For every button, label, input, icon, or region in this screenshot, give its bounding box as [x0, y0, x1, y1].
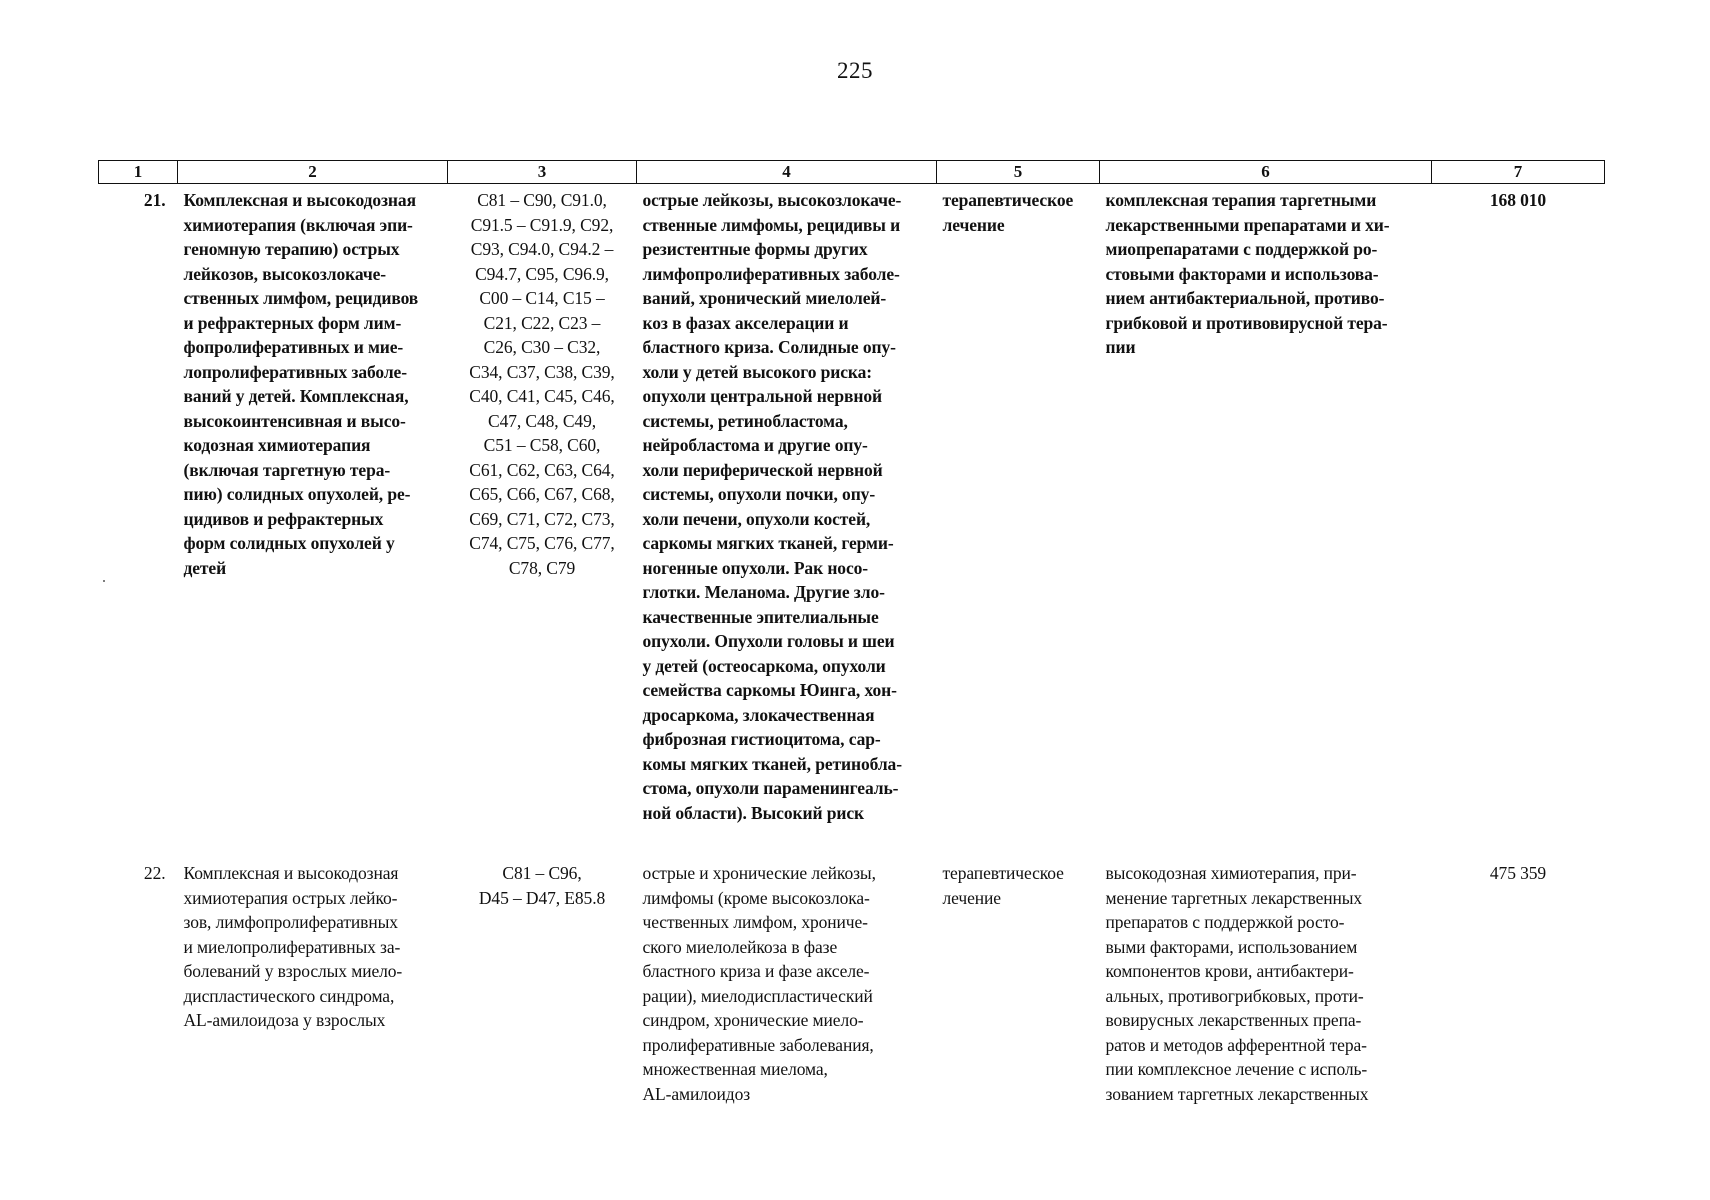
text-line: фиброзная гистиоцитома, сар- — [642, 729, 881, 749]
text-line: глотки. Меланома. Другие зло- — [642, 582, 885, 602]
text-line: компонентов крови, антибактери- — [1105, 961, 1354, 981]
text-line: менение таргетных лекарственных — [1105, 887, 1363, 908]
text-line: лечение — [942, 214, 1005, 235]
row-number: 22. — [143, 863, 166, 883]
text-line: терапевтическое — [942, 190, 1074, 210]
text-line: опухоли центральной нервной — [642, 386, 882, 406]
text-line: выми факторами, использованием — [1105, 936, 1358, 957]
text-line: C78, C79 — [508, 557, 576, 578]
text-line: дросаркома, злокачественная — [642, 704, 875, 725]
text-line: C81 – C90, C91.0, — [477, 190, 607, 210]
text-line: высокоинтенсивная и высо- — [183, 410, 406, 431]
text-line: ственных лимфом, рецидивов — [183, 288, 419, 308]
text-line: у детей (остеосаркома, опухоли — [642, 655, 886, 676]
text-line: диспластического синдрома, — [183, 985, 395, 1006]
text-line: C74, C75, C76, C77, — [469, 533, 615, 553]
text-line: синдром, хронические миело- — [642, 1010, 864, 1030]
text-line: химиотерапия (включая эпи- — [183, 214, 413, 235]
text-line: острые и хронические лейкозы, — [642, 863, 876, 883]
text-line: C93, C94.0, C94.2 – — [470, 239, 614, 259]
text-line: C40, C41, C45, C46, — [469, 386, 615, 406]
text-line: (включая таргетную тера- — [183, 459, 391, 480]
text-line: бластного криза. Солидные опу- — [642, 337, 896, 357]
text-line: высокодозная химиотерапия, при- — [1105, 863, 1357, 883]
text-line: C34, C37, C38, C39, — [469, 361, 615, 382]
text-line: ского миелолейкоза в фазе — [642, 936, 838, 957]
patient-model — [637, 825, 937, 1106]
text-line: C65, C66, C67, C68, — [469, 484, 615, 504]
text-line: множественная миелома, — [642, 1059, 828, 1079]
text-line: системы, ретинобластома, — [642, 410, 848, 431]
text-line: геномную терапию) острых — [183, 239, 400, 259]
text-line: холи у детей высокого риска: — [642, 361, 872, 382]
page-number: 225 — [837, 58, 873, 83]
text-line: пролиферативные заболевания, — [642, 1034, 874, 1055]
table-row — [99, 825, 1605, 1106]
text-line: бластного криза и фазе акселе- — [642, 961, 870, 981]
text-line: лимфомы (кроме высокозлока- — [642, 887, 870, 908]
text-line: пии — [1105, 337, 1136, 357]
text-line: C94.7, C95, C96.9, — [475, 263, 609, 284]
table-header — [99, 161, 1605, 184]
text-line: рации), миелодиспластический — [642, 985, 873, 1006]
text-line: резистентные формы других — [642, 239, 868, 259]
text-line: ной области). Высокий риск — [642, 802, 864, 823]
header-row — [99, 161, 1605, 184]
text-line: Комплексная и высокодозная — [183, 190, 416, 210]
text-line: форм солидных опухолей у — [183, 533, 395, 553]
text-line: ногенные опухоли. Рак носо- — [642, 557, 869, 578]
treatment-type — [937, 184, 1100, 826]
text-line: нием антибактериальной, противо- — [1105, 288, 1385, 308]
text-line: C21, C22, C23 – — [483, 312, 601, 333]
text-line: терапевтическое — [942, 863, 1064, 883]
column-header-3: 3 — [448, 161, 637, 184]
treatment-method — [1100, 184, 1432, 826]
text-line: химиотерапия острых лейко- — [183, 887, 398, 908]
column-header-5: 5 — [937, 161, 1100, 184]
icd-codes — [448, 825, 637, 1106]
text-line: C81 – C96, — [502, 863, 582, 883]
text-line: Комплексная и высокодозная — [183, 863, 399, 883]
text-line: C00 – C14, C15 – — [479, 288, 605, 308]
text-line: лекарственными препаратами и хи- — [1105, 214, 1390, 235]
text-line: опухоли. Опухоли головы и шеи — [642, 631, 895, 651]
table-row — [99, 184, 1605, 826]
text-line: альных, противогрибковых, проти- — [1105, 985, 1364, 1006]
care-type-name — [178, 825, 448, 1106]
text-line: препаратов с поддержкой росто- — [1105, 912, 1345, 932]
text-line: комы мягких тканей, ретинобла- — [642, 753, 902, 774]
table-body — [99, 184, 1605, 1107]
text-line: системы, опухоли почки, опу- — [642, 484, 876, 504]
text-line: D45 – D47, E85.8 — [478, 887, 606, 908]
text-line: лейкозов, высокозлокаче- — [183, 263, 386, 284]
care-type-name — [178, 184, 448, 826]
text-line: AL-амилоидоза у взрослых — [183, 1010, 386, 1030]
text-line: и рефрактерных форм лим- — [183, 312, 402, 333]
text-line: C26, C30 – C32, — [483, 337, 601, 357]
text-line: грибковой и противовирусной тера- — [1105, 312, 1388, 333]
icd-codes — [448, 184, 637, 826]
cost-amount: 475 359 — [1489, 863, 1547, 883]
text-line: фопролиферативных и мие- — [183, 337, 404, 357]
text-line: холи печени, опухоли костей, — [642, 508, 871, 529]
text-line: болеваний у взрослых миело- — [183, 961, 403, 981]
text-line: чественных лимфом, хрониче- — [642, 912, 868, 932]
text-line: нейробластома и другие опу- — [642, 435, 868, 455]
text-line: цидивов и рефрактерных — [183, 508, 384, 529]
text-line: лимфопролиферативных заболе- — [642, 263, 900, 284]
text-line: коз в фазах акселерации и — [642, 312, 849, 333]
text-line: зованием таргетных лекарственных — [1105, 1083, 1369, 1104]
tariff-table — [98, 160, 1605, 1106]
text-line: саркомы мягких тканей, герми- — [642, 533, 894, 553]
patient-model — [637, 184, 937, 826]
text-line: ваний у детей. Комплексная, — [183, 386, 409, 406]
text-line: C51 – C58, C60, — [483, 435, 601, 455]
text-line: ственные лимфомы, рецидивы и — [642, 214, 901, 235]
text-line: ратов и методов афферентной тера- — [1105, 1034, 1367, 1055]
text-line: детей — [183, 557, 227, 578]
text-line: миопрепаратами с поддержкой ро- — [1105, 239, 1378, 259]
column-header-1: 1 — [99, 161, 178, 184]
text-line: кодозная химиотерапия — [183, 435, 371, 455]
text-line: пию) солидных опухолей, ре- — [183, 484, 411, 504]
text-line: пии комплексное лечение с исполь- — [1105, 1059, 1368, 1079]
column-header-7: 7 — [1432, 161, 1605, 184]
text-line: C47, C48, C49, — [488, 410, 596, 431]
cost-amount: 168 010 — [1489, 190, 1547, 210]
treatment-method — [1100, 825, 1432, 1106]
text-line: семейства саркомы Юинга, хон- — [642, 680, 897, 700]
text-line: зов, лимфопролиферативных — [183, 912, 398, 932]
text-line: комплексная терапия таргетными — [1105, 190, 1377, 210]
text-line: холи периферической нервной — [642, 459, 883, 480]
text-line: вовирусных лекарственных препа- — [1105, 1010, 1362, 1030]
text-line: C61, C62, C63, C64, — [469, 459, 615, 480]
text-line: стома, опухоли параменингеаль- — [642, 778, 899, 798]
text-line: лопролиферативных заболе- — [183, 361, 407, 382]
text-line: AL-амилоидоз — [642, 1083, 751, 1104]
column-header-6: 6 — [1100, 161, 1432, 184]
treatment-type — [937, 825, 1100, 1106]
column-header-4: 4 — [637, 161, 937, 184]
text-line: C69, C71, C72, C73, — [469, 508, 615, 529]
text-line: лечение — [942, 887, 1001, 908]
text-line: стовыми факторами и использова- — [1105, 263, 1379, 284]
text-line: острые лейкозы, высокозлокаче- — [642, 190, 902, 210]
tariff-table-container — [98, 160, 1604, 1106]
text-line: качественные эпителиальные — [642, 606, 879, 627]
text-line: C91.5 – C91.9, C92, — [470, 214, 614, 235]
text-line: ваний, хронический миелолей- — [642, 288, 887, 308]
column-header-2: 2 — [178, 161, 448, 184]
row-number: 21. — [143, 190, 166, 210]
text-line: и миелопролиферативных за- — [183, 936, 401, 957]
